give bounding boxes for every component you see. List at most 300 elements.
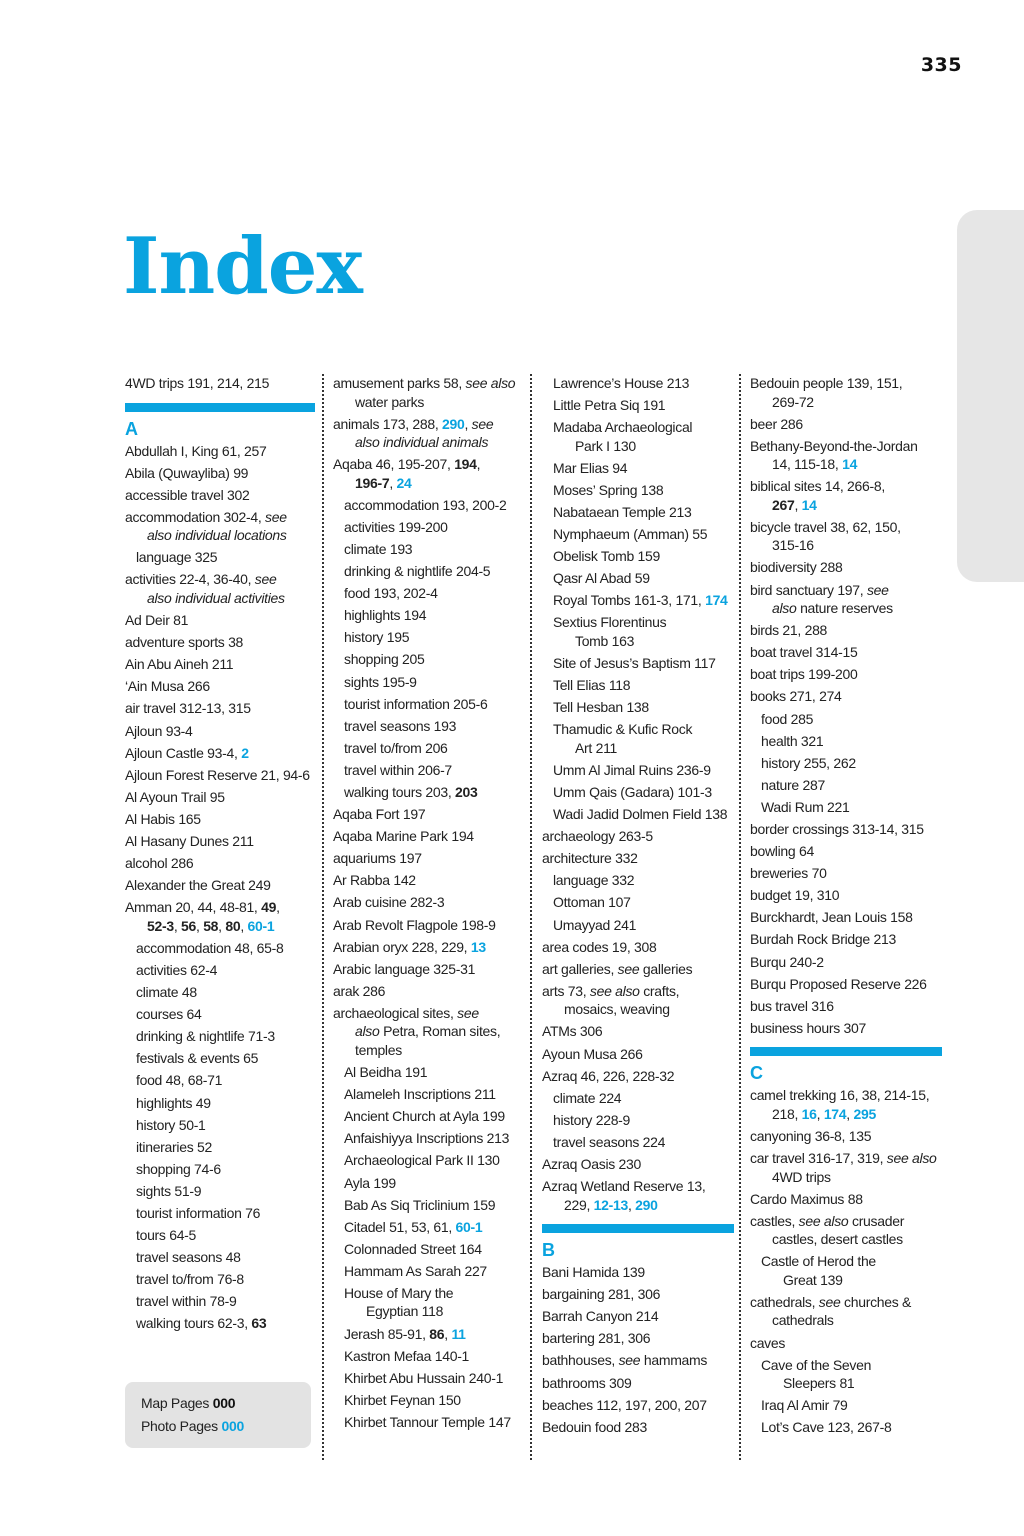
entry-text: courses 64 <box>136 1006 202 1023</box>
entry-line <box>542 1155 734 1174</box>
entry-line <box>136 1138 315 1157</box>
index-entry <box>750 820 942 839</box>
index-entry <box>542 1396 734 1415</box>
index-subentry <box>125 548 315 567</box>
entry-text: bathhouses, <box>542 1352 619 1369</box>
entry-line <box>542 827 734 846</box>
entry-line <box>750 518 942 537</box>
entry-line <box>125 898 315 917</box>
index-subentry <box>125 1314 315 1333</box>
index-entry <box>750 1086 942 1123</box>
entry-text: Khirbet Abu Hussain 240-1 <box>344 1369 504 1386</box>
index-entry <box>750 437 942 474</box>
entry-line <box>333 893 521 912</box>
entry-line <box>125 832 315 851</box>
index-subentry <box>542 503 734 522</box>
entry-text: hammams <box>640 1352 708 1369</box>
entry-text: Bethany-Beyond-the-Jordan <box>750 437 918 454</box>
entry-text: Castle of Herod the <box>761 1253 876 1270</box>
entry-text: Bedouin people 139, 151, <box>750 375 903 391</box>
entry-line <box>750 997 942 1016</box>
index-entry <box>542 827 734 846</box>
entry-text: see <box>818 1293 841 1310</box>
entry-text: , <box>464 415 472 432</box>
column-divider <box>530 374 532 1460</box>
entry-text: arts 73, <box>542 982 590 999</box>
index-entry <box>542 982 734 1019</box>
index-subentry <box>125 1027 315 1046</box>
index-entry <box>125 655 315 674</box>
index-entry <box>542 1067 734 1086</box>
entry-text: history 228-9 <box>553 1111 631 1128</box>
entry-text: Arab Revolt Flagpole 198-9 <box>333 916 496 933</box>
entry-text: also individual activities <box>147 589 285 606</box>
entry-text: 4WD trips <box>772 1168 831 1185</box>
entry-line <box>750 643 942 662</box>
entry-line <box>750 820 942 839</box>
index-subentry <box>333 1325 521 1344</box>
entry-line <box>553 805 734 824</box>
entry-line <box>125 464 315 483</box>
entry-line <box>553 632 734 651</box>
entry-line <box>761 1396 942 1415</box>
index-entry <box>750 374 942 411</box>
entry-text: , <box>444 1325 452 1342</box>
photo-page-ref: 16 <box>801 1105 817 1122</box>
entry-line <box>761 1252 942 1271</box>
index-subentry <box>750 1252 942 1289</box>
entry-line <box>750 1105 942 1124</box>
entry-line <box>750 1230 942 1249</box>
entry-text: 4WD trips 191, 214, 215 <box>125 375 270 391</box>
entry-text: Site of Jesus’s Baptism 117 <box>553 655 716 672</box>
index-subentry <box>542 761 734 780</box>
index-entry <box>333 916 521 935</box>
index-entry <box>750 1190 942 1209</box>
entry-line <box>553 613 734 632</box>
entry-text: Qasr Al Abad 59 <box>553 570 650 587</box>
entry-line <box>553 525 734 544</box>
entry-text: see also <box>465 375 516 391</box>
map-page-ref: 63 <box>251 1315 267 1332</box>
entry-text: see also <box>798 1212 849 1229</box>
letter-heading-bar <box>750 1047 942 1056</box>
index-subentry <box>750 754 942 773</box>
entry-text: Sextius Florentinus <box>553 614 667 631</box>
entry-line <box>333 474 521 493</box>
entry-line <box>136 983 315 1002</box>
entry-text: crusader <box>848 1212 905 1229</box>
index-subentry <box>125 1071 315 1090</box>
index-entry <box>750 643 942 662</box>
entry-line <box>761 732 942 751</box>
index-subentry <box>542 720 734 757</box>
entry-text: Ottoman 107 <box>553 894 631 911</box>
index-subentry <box>125 939 315 958</box>
index-subentry <box>125 1204 315 1223</box>
letter-heading-text: C <box>750 1063 763 1084</box>
entry-text: Great 139 <box>783 1271 843 1288</box>
index-subentry <box>333 1240 521 1259</box>
photo-pages-label: Photo Pages <box>141 1418 222 1434</box>
index-entry <box>333 871 521 890</box>
entry-line <box>553 396 734 415</box>
entry-line <box>761 710 942 729</box>
entry-text: Ar Rabba 142 <box>333 872 416 889</box>
index-subentry <box>750 776 942 795</box>
index-subentry <box>542 547 734 566</box>
index-subentry <box>333 606 521 625</box>
index-entry <box>125 832 315 851</box>
entry-line <box>542 1045 734 1064</box>
entry-text: Burqu 240-2 <box>750 953 824 970</box>
entry-text: Art 211 <box>575 739 617 756</box>
index-subentry <box>542 1089 734 1108</box>
entry-line <box>553 698 734 717</box>
index-subentry <box>542 481 734 500</box>
letter-heading-bar <box>542 1224 734 1233</box>
entry-text: Sleepers 81 <box>783 1375 855 1392</box>
index-subentry <box>542 459 734 478</box>
index-subentry <box>333 562 521 581</box>
entry-text: Royal Tombs 161-3, 171, <box>553 592 706 609</box>
entry-text: ATMs 306 <box>542 1023 603 1040</box>
entry-text: Al Habis 165 <box>125 810 201 827</box>
index-subentry <box>542 591 734 610</box>
entry-line <box>553 459 734 478</box>
entry-line <box>553 654 734 673</box>
map-page-ref: 267 <box>772 496 795 513</box>
entry-text: nature 287 <box>761 776 825 793</box>
entry-text: travel seasons 193 <box>344 717 457 734</box>
map-page-ref: 80 <box>225 917 241 934</box>
entry-text: see <box>457 1004 479 1021</box>
index-column-4 <box>750 374 942 1454</box>
entry-text: see also <box>886 1150 937 1167</box>
entry-line <box>553 503 734 522</box>
index-subentry <box>750 798 942 817</box>
index-subentry <box>125 1270 315 1289</box>
entry-line <box>344 1302 521 1321</box>
entry-line <box>125 589 315 608</box>
entry-line <box>125 876 315 895</box>
index-entry <box>125 570 315 607</box>
entry-text: Al Ayoun Trail 95 <box>125 788 225 805</box>
entry-text: sights 195-9 <box>344 673 417 690</box>
entry-text: 269-72 <box>772 393 814 410</box>
photo-page-ref: 24 <box>396 474 412 491</box>
entry-line <box>750 477 942 496</box>
index-subentry <box>125 1248 315 1267</box>
entry-line <box>553 916 734 935</box>
entry-line <box>333 1004 521 1023</box>
index-subentry <box>750 710 942 729</box>
entry-text: Cardo Maximus 88 <box>750 1190 863 1207</box>
index-subentry <box>542 871 734 890</box>
entry-line <box>333 393 521 412</box>
entry-line <box>344 783 521 802</box>
entry-text: Bani Hamida 139 <box>542 1264 645 1281</box>
index-entry <box>333 938 521 957</box>
entry-line <box>761 776 942 795</box>
index-entry <box>333 805 521 824</box>
index-subentry <box>333 695 521 714</box>
entry-line <box>750 1149 942 1168</box>
entry-text: bus travel 316 <box>750 997 834 1014</box>
photo-page-ref: 290 <box>635 1196 658 1213</box>
entry-text: nature reserves <box>796 600 893 617</box>
entry-text: bathrooms 309 <box>542 1374 632 1391</box>
index-entry <box>750 975 942 994</box>
entry-text: activities 62-4 <box>136 961 218 978</box>
index-subentry <box>125 1116 315 1135</box>
entry-line <box>750 496 942 515</box>
index-entry <box>750 687 942 706</box>
entry-line <box>750 908 942 927</box>
entry-text: Iraq Al Amir 79 <box>761 1397 848 1414</box>
index-entry <box>125 677 315 696</box>
entry-text: border crossings 313-14, 315 <box>750 821 924 837</box>
index-subentry <box>542 1133 734 1152</box>
entry-text: Nabataean Temple 213 <box>553 503 692 520</box>
index-subentry <box>333 1284 521 1321</box>
map-pages-label: Map Pages <box>141 1395 213 1411</box>
entry-line <box>761 1374 942 1393</box>
entry-line <box>344 606 521 625</box>
entry-line <box>542 1307 734 1326</box>
entry-text: , <box>794 496 802 513</box>
entry-line <box>750 415 942 434</box>
entry-text: Archaeological Park II 130 <box>344 1152 500 1169</box>
entry-text: tourist information 205-6 <box>344 695 488 712</box>
index-subentry <box>542 613 734 650</box>
entry-text: archaeological sites, <box>333 1004 458 1021</box>
index-subentry <box>333 1107 521 1126</box>
entry-line <box>344 496 521 515</box>
entry-line <box>125 508 315 527</box>
entry-line <box>750 1311 942 1330</box>
entry-text: also individual animals <box>355 434 489 451</box>
entry-line <box>344 1413 521 1432</box>
entry-text: Amman 20, 44, 48-81, <box>125 899 262 916</box>
entry-line <box>125 655 315 674</box>
entry-line <box>750 393 942 412</box>
letter-heading-bar <box>125 403 315 412</box>
entry-line <box>344 673 521 692</box>
entry-text: , <box>240 917 248 934</box>
photo-page-ref: 60-1 <box>455 1218 483 1235</box>
entry-line <box>553 1089 734 1108</box>
entry-text: travel within 78-9 <box>136 1293 237 1310</box>
entry-text: Tell Hesban 138 <box>553 699 649 716</box>
entry-text: House of Mary the <box>344 1284 454 1301</box>
entry-text: cathedrals, <box>750 1293 819 1310</box>
index-entry <box>542 1045 734 1064</box>
index-entry <box>750 930 942 949</box>
entry-line <box>344 1151 521 1170</box>
index-subentry <box>333 540 521 559</box>
index-entry <box>750 886 942 905</box>
entry-line <box>750 930 942 949</box>
letter-heading-text: A <box>125 418 138 439</box>
index-entry <box>750 518 942 555</box>
photo-page-ref: 14 <box>842 456 858 473</box>
entry-text: food 193, 202-4 <box>344 585 438 602</box>
entry-text: architecture 332 <box>542 850 638 867</box>
index-subentry <box>750 1418 942 1437</box>
index-subentry <box>125 1138 315 1157</box>
index-entry <box>333 827 521 846</box>
entry-text: car travel 316-17, 319, <box>750 1150 887 1167</box>
index-subentry <box>333 650 521 669</box>
entry-line <box>333 1041 521 1060</box>
entry-text: Wadi Jadid Dolmen Field 138 <box>553 806 728 823</box>
entry-line <box>344 1369 521 1388</box>
entry-text: tours 64-5 <box>136 1227 197 1244</box>
entry-line <box>553 783 734 802</box>
entry-text: see <box>617 960 640 977</box>
index-entry <box>542 1307 734 1326</box>
entry-text: air travel 312-13, 315 <box>125 700 251 717</box>
entry-line <box>125 374 315 393</box>
entry-line <box>333 433 521 452</box>
entry-line <box>136 1005 315 1024</box>
entry-text: travel to/from 76-8 <box>136 1271 244 1288</box>
entry-line <box>542 960 734 979</box>
entry-line <box>542 849 734 868</box>
index-entry <box>333 455 521 492</box>
entry-text: alcohol 286 <box>125 855 194 872</box>
entry-line <box>136 1204 315 1223</box>
entry-text: Burqu Proposed Reserve 226 <box>750 975 927 992</box>
letter-heading <box>750 1047 942 1084</box>
entry-line <box>333 455 521 474</box>
index-subentry <box>125 1182 315 1201</box>
index-subentry <box>542 893 734 912</box>
column-divider <box>322 374 324 1460</box>
entry-line <box>542 1177 734 1196</box>
entry-line <box>750 558 942 577</box>
entry-text: Hammam As Sarah 227 <box>344 1262 487 1279</box>
entry-line <box>344 717 521 736</box>
entry-line <box>553 481 734 500</box>
index-subentry <box>333 1063 521 1082</box>
index-subentry <box>333 1129 521 1148</box>
entry-text: animals 173, 288, <box>333 415 443 432</box>
entry-line <box>553 418 734 437</box>
entry-text: Lawrence’s House 213 <box>553 375 690 391</box>
entry-line <box>750 842 942 861</box>
entry-text: boat trips 199-200 <box>750 666 858 683</box>
entry-text: Anfaishiyya Inscriptions 213 <box>344 1130 510 1147</box>
entry-line <box>761 1418 942 1437</box>
entry-line <box>136 1226 315 1245</box>
index-subentry <box>542 805 734 824</box>
entry-line <box>761 1271 942 1290</box>
entry-line <box>750 621 942 640</box>
letter-heading-text: B <box>542 1240 555 1261</box>
index-entry <box>750 415 942 434</box>
entry-line <box>125 917 315 936</box>
entry-text: birds 21, 288 <box>750 622 828 639</box>
entry-line <box>750 1086 942 1105</box>
index-subentry <box>333 1196 521 1215</box>
entry-text: business hours 307 <box>750 1019 867 1036</box>
photo-page-ref: 11 <box>451 1325 466 1342</box>
entry-line <box>333 938 521 957</box>
entry-text: see also <box>589 982 640 999</box>
index-entry <box>125 722 315 741</box>
index-subentry <box>333 717 521 736</box>
index-entry <box>750 1334 942 1353</box>
entry-text: see <box>254 571 277 588</box>
entry-line <box>125 633 315 652</box>
entry-text: area codes 19, 308 <box>542 938 657 955</box>
entry-line <box>553 1133 734 1152</box>
entry-line <box>136 1027 315 1046</box>
entry-text: Bab As Siq Triclinium 159 <box>344 1196 496 1213</box>
map-page-ref: 203 <box>455 784 478 800</box>
entry-line <box>333 960 521 979</box>
entry-line <box>542 1067 734 1086</box>
entry-line <box>542 938 734 957</box>
entry-line <box>750 953 942 972</box>
index-entry <box>125 699 315 718</box>
entry-text: see <box>471 415 494 432</box>
entry-line <box>750 1127 942 1146</box>
index-subentry <box>333 1391 521 1410</box>
entry-line <box>344 1085 521 1104</box>
entry-text: arak 286 <box>333 982 386 999</box>
entry-text: Mar Elias 94 <box>553 459 628 476</box>
entry-text: Jerash 85-91, <box>344 1325 430 1342</box>
entry-text: Tomb 163 <box>575 632 635 649</box>
index-entry <box>333 849 521 868</box>
entry-text: 229, <box>564 1196 594 1213</box>
entry-text: Nymphaeum (Amman) 55 <box>553 526 708 543</box>
entry-text: biodiversity 288 <box>750 559 843 576</box>
index-entry <box>542 1329 734 1348</box>
index-column-3 <box>542 374 734 1454</box>
entry-text: health 321 <box>761 732 824 749</box>
photo-pages-legend <box>141 1418 244 1434</box>
entry-line <box>136 1314 315 1333</box>
entry-line <box>761 1356 942 1375</box>
index-subentry <box>542 1111 734 1130</box>
entry-text: also <box>772 600 797 617</box>
entry-line <box>344 1240 521 1259</box>
entry-line <box>136 1049 315 1068</box>
entry-line <box>333 805 521 824</box>
entry-text: galleries <box>639 960 693 977</box>
entry-text: Ayla 199 <box>344 1174 396 1191</box>
index-entry <box>542 1177 734 1214</box>
entry-text: Moses’ Spring 138 <box>553 481 664 498</box>
entry-line <box>344 1262 521 1281</box>
entry-text: travel seasons 48 <box>136 1249 241 1266</box>
entry-line <box>344 540 521 559</box>
entry-text: see <box>265 508 287 525</box>
entry-text: castles, desert castles <box>772 1231 903 1248</box>
entry-text: beer 286 <box>750 415 803 432</box>
entry-text: Cave of the Seven <box>761 1356 872 1373</box>
map-pages-legend <box>141 1395 235 1411</box>
entry-text: cathedrals <box>772 1312 834 1329</box>
entry-text: archaeology 263-5 <box>542 828 653 845</box>
entry-text: accommodation 193, 200-2 <box>344 496 507 513</box>
entry-line <box>136 961 315 980</box>
entry-text: , <box>846 1105 854 1122</box>
